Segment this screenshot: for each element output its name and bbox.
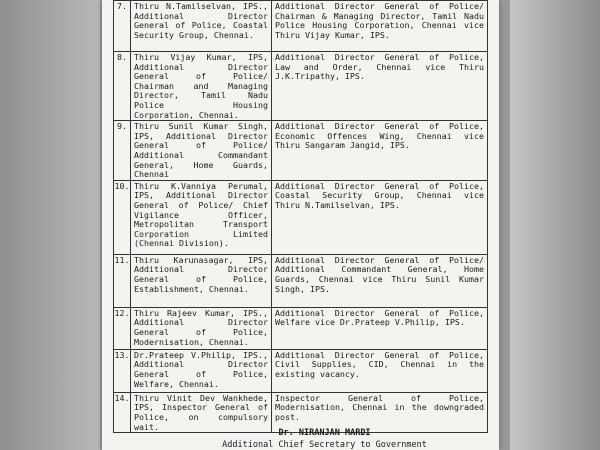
officer-cell: Thiru Rajeev Kumar, IPS., Additional Director General of Police, Modernisation, Chennai. bbox=[131, 307, 272, 349]
posting-cell: Additional Director General of Police, Civil Supplies, CID, Chennai in the existing vacancy. bbox=[272, 349, 488, 392]
background-left bbox=[0, 0, 100, 450]
officer-cell: Thiru Karunasagar, IPS, Additional Director General of Police, Establishment, Chennai. bbox=[131, 254, 272, 307]
table-row bbox=[114, 254, 488, 307]
table-row bbox=[114, 307, 488, 349]
row-number: 12. bbox=[114, 307, 131, 349]
background-right bbox=[510, 0, 600, 450]
row-number: 13. bbox=[114, 349, 131, 392]
row-number: 14. bbox=[114, 392, 131, 432]
table-row bbox=[114, 121, 488, 181]
officer-cell: Thiru Vijay Kumar, IPS, Additional Director General of Police/ Chairman and Managing Director, Tamil Nadu Police Housing Corporation, Chennai. bbox=[131, 52, 272, 121]
table-row bbox=[114, 392, 488, 432]
officer-cell: Thiru Vinit Dev Wankhede, IPS, Inspector General of Police, on compulsory wait. bbox=[131, 392, 272, 432]
row-number: 11. bbox=[114, 254, 131, 307]
posting-cell: Additional Director General of Police, Coastal Security Group, Chennai vice Thiru N.Tamilselvan, IPS. bbox=[272, 180, 488, 254]
officer-cell: Dr.Prateep V.Philip, IPS., Additional Director General of Police, Welfare, Chennai. bbox=[131, 349, 272, 392]
posting-cell: Additional Director General of Police, Law and Order, Chennai vice Thiru J.K.Tripathy, IPS. bbox=[272, 52, 488, 121]
table-row bbox=[114, 349, 488, 392]
transfer-table bbox=[113, 0, 488, 433]
officer-cell: Thiru Sunil Kumar Singh, IPS, Additional Director General of Police/ Additional Commandant General, Home Guards, Chennai bbox=[131, 121, 272, 181]
posting-cell: Additional Director General of Police/ Chairman & Managing Director, Tamil Nadu Police Housing Corporation, Chennai vice Thiru Vijay Kumar, IPS. bbox=[272, 1, 488, 52]
table-row bbox=[114, 180, 488, 254]
document-page bbox=[102, 0, 499, 450]
officer-cell: Thiru N.Tamilselvan, IPS., Additional Director General of Police, Coastal Security Group, Chennai. bbox=[131, 1, 272, 52]
signatory-name: Dr. NIRANJAN MARDI bbox=[278, 428, 371, 438]
table-row bbox=[114, 52, 488, 121]
posting-cell: Inspector General of Police, Modernisation, Chennai in the downgraded post. bbox=[272, 392, 488, 432]
officer-cell: Thiru K.Vanniya Perumal, IPS, Additional Director General of Police/ Chief Vigilance Officer, Metropolitan Transport Corporation Limited (Chennai Division). bbox=[131, 180, 272, 254]
signatory-title: Additional Chief Secretary to Government bbox=[222, 440, 427, 450]
posting-cell: Additional Director General of Police, Economic Offences Wing, Chennai vice Thiru Sangaram Jangid, IPS. bbox=[272, 121, 488, 181]
row-number: 8. bbox=[114, 52, 131, 121]
row-number: 10. bbox=[114, 180, 131, 254]
row-number: 7. bbox=[114, 1, 131, 52]
row-number: 9. bbox=[114, 121, 131, 181]
posting-cell: Additional Director General of Police/ Additional Commandant General, Home Guards, Chennai vice Thiru Sunil Kumar Singh, IPS. bbox=[272, 254, 488, 307]
table-row bbox=[114, 1, 488, 52]
posting-cell: Additional Director General of Police, Welfare vice Dr.Prateep V.Philip, IPS. bbox=[272, 307, 488, 349]
